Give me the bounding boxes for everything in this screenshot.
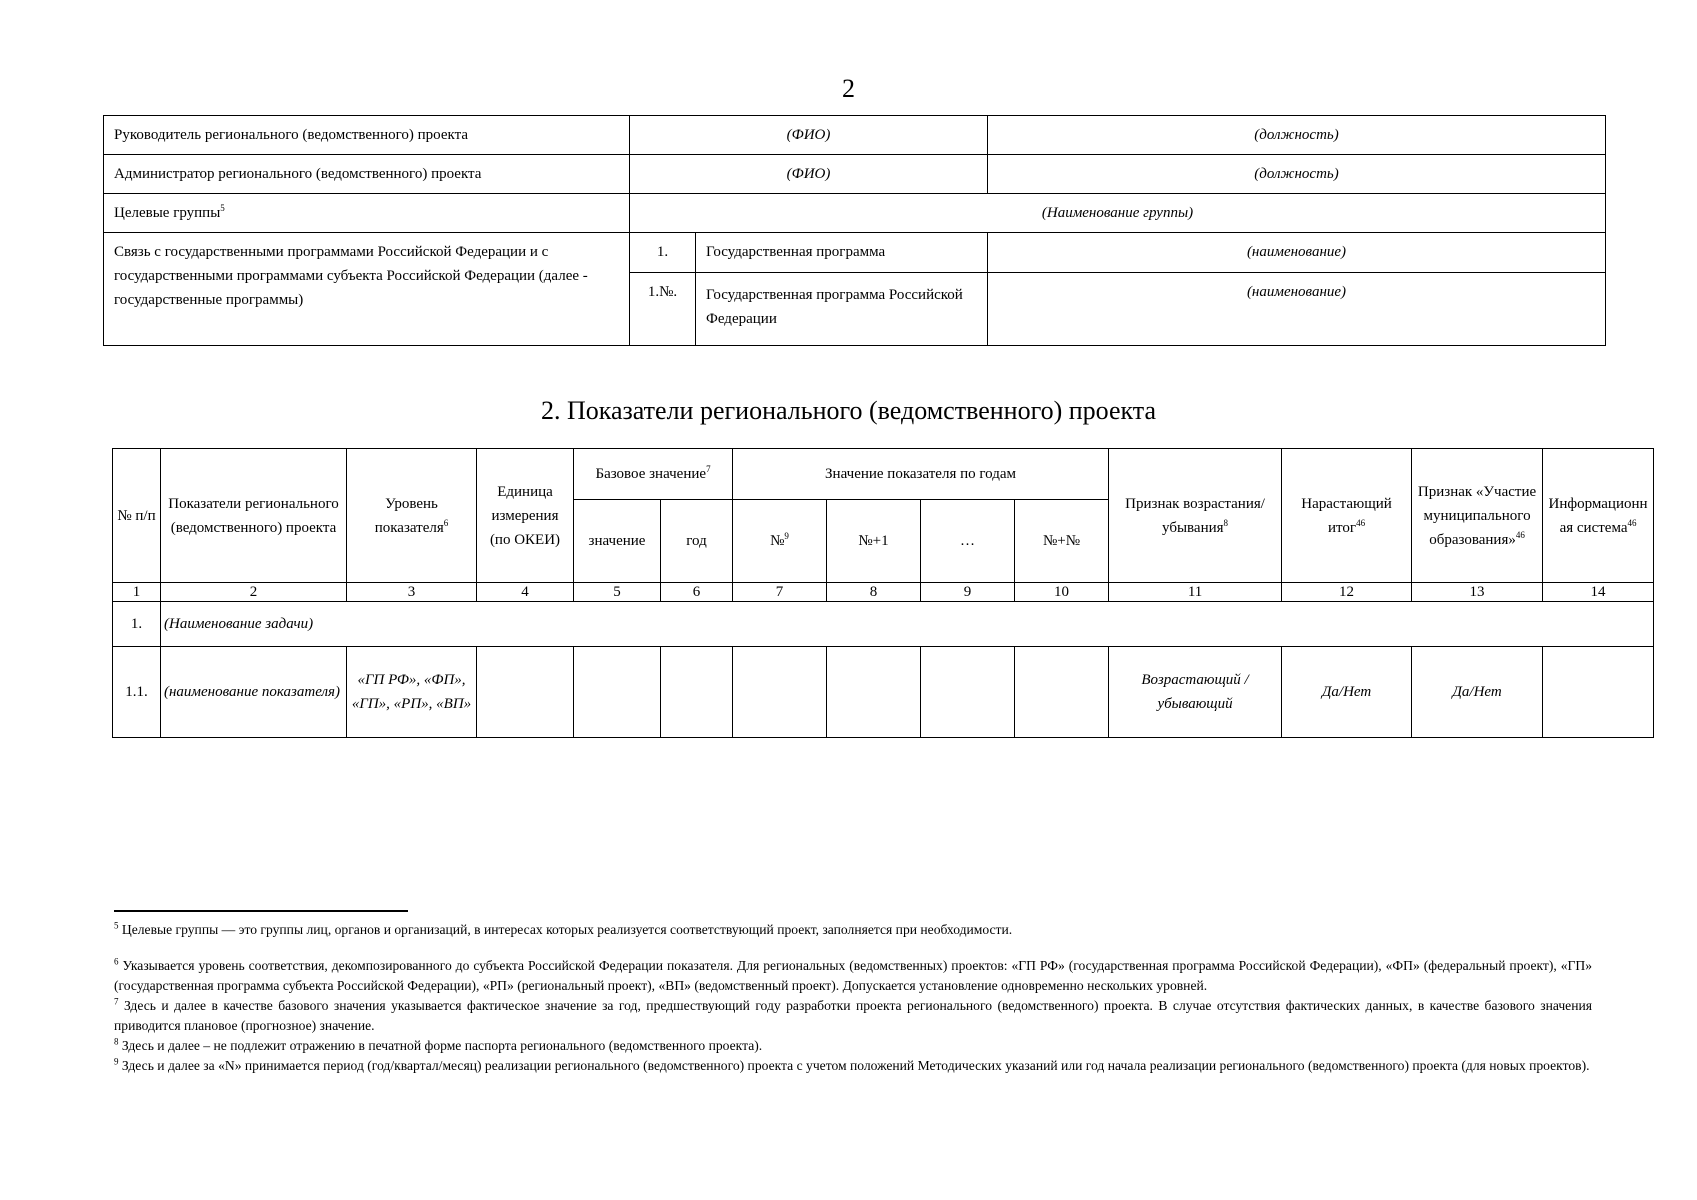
footnote-separator <box>114 910 408 912</box>
program-type: Государственная программа <box>696 233 988 273</box>
program-number: 1. <box>630 233 696 273</box>
task-number: 1. <box>113 602 161 647</box>
col-header-infosystem: Информационная система$^{46}$ <box>1543 449 1654 583</box>
col-header-municipal: Признак «Участие муниципального образования»$^{46}$ <box>1412 449 1543 583</box>
table-row <box>104 233 1606 273</box>
table-row <box>104 194 1606 233</box>
column-number: 4 <box>477 583 574 602</box>
col-header-years: Значение показателя по годам <box>733 449 1109 500</box>
empty-cell <box>733 647 827 738</box>
column-number: 2 <box>161 583 347 602</box>
fio-cell: (ФИО) <box>630 116 988 155</box>
col-header-cumulative: Нарастающий итог$^{46}$ <box>1282 449 1412 583</box>
empty-cell <box>661 647 733 738</box>
col-header-sign: Признак возрастания/убывания$^8$ <box>1109 449 1282 583</box>
column-number: 7 <box>733 583 827 602</box>
footnote-mark: 9 <box>114 1056 119 1067</box>
task-row <box>113 602 1654 647</box>
indicator-number: 1.1. <box>113 647 161 738</box>
target-groups-label: Целевые группы <box>114 205 221 221</box>
footnote-ref: 9 <box>784 531 789 541</box>
col-header-unit: Единица измерения (по ОКЕИ) <box>477 449 574 583</box>
program-name: (наименование) <box>988 233 1606 273</box>
footnote-ref: 46 <box>1627 517 1637 528</box>
col-header-base: Базовое значение$^7$ <box>574 449 733 500</box>
col-header-year-n1: №+1 <box>827 500 921 583</box>
page-number: 2 <box>842 74 855 103</box>
row-label <box>104 194 630 233</box>
row-label: Администратор регионального (ведомственного) проекта <box>104 155 630 194</box>
empty-cell <box>921 647 1015 738</box>
footnote <box>114 956 1592 996</box>
column-number: 5 <box>574 583 661 602</box>
col-header-base-year: год <box>661 500 733 583</box>
empty-cell <box>477 647 574 738</box>
column-number: 14 <box>1543 583 1654 602</box>
footnote-ref: 46 <box>1515 529 1525 540</box>
indicator-cumulative: Да/Нет <box>1282 647 1412 738</box>
indicator-name: (наименование показателя) <box>161 647 347 738</box>
footnote-text: Здесь и далее – не подлежит отражению в печатной форме паспорта регионального (ведомственного проекта). <box>121 1038 763 1053</box>
footnote-ref: 46 <box>1356 517 1366 528</box>
column-number: 10 <box>1015 583 1109 602</box>
column-number: 9 <box>921 583 1015 602</box>
empty-cell <box>827 647 921 738</box>
footnote-ref: 8 <box>1223 517 1229 528</box>
indicators-table <box>112 448 1654 738</box>
footnote-mark: 5 <box>114 920 119 931</box>
column-number: 3 <box>347 583 477 602</box>
footnote-ref: 6 <box>443 517 449 528</box>
col-header-num: № п/п <box>113 449 161 583</box>
program-type: Государственная программа Российской Федерации <box>696 273 988 346</box>
footnote-mark: 8 <box>114 1036 119 1047</box>
empty-cell <box>1015 647 1109 738</box>
column-number: 1 <box>113 583 161 602</box>
program-number: 1.№. <box>630 273 696 346</box>
footnote <box>114 1056 1592 1076</box>
table-row <box>104 116 1606 155</box>
empty-cell <box>574 647 661 738</box>
col-header-year-dots: … <box>921 500 1015 583</box>
col-header-indicators: Показатели регионального (ведомственного) проекта <box>161 449 347 583</box>
footnote-mark: 7 <box>114 996 119 1007</box>
column-numbers-row <box>113 583 1654 602</box>
position-cell: (должность) <box>988 155 1606 194</box>
program-name: (наименование) <box>988 273 1606 346</box>
footnote <box>114 920 1592 940</box>
footnote <box>114 996 1592 1036</box>
col-header-level: Уровень показателя$^6$ <box>347 449 477 583</box>
footnote-text: Здесь и далее в качестве базового значения указывается фактическое значение за год, предшествующий году разработки проекта регионального (ведомственного) проекта. В случае отсутствия фактических данных, в качестве базового значения приводится плановое (прогнозное) значение. <box>114 998 1593 1033</box>
table-row <box>104 155 1606 194</box>
position-cell: (должность) <box>988 116 1606 155</box>
programs-link-label: Связь с государственными программами Российской Федерации и с государственными программами субъекта Российской Федерации (далее - государственные программы) <box>104 233 630 346</box>
col-header-year-nn: №+№ <box>1015 500 1109 583</box>
footnote-mark: 6 <box>114 956 119 967</box>
header-row <box>113 449 1654 500</box>
column-number: 8 <box>827 583 921 602</box>
footnotes <box>114 920 1592 1076</box>
indicator-row <box>113 647 1654 738</box>
footnote <box>114 1036 1592 1056</box>
group-name-cell: (Наименование группы) <box>630 194 1606 233</box>
footnote-text: Здесь и далее за «N» принимается период (год/квартал/месяц) реализации регионального (ведомственного) проекта с учетом положений Методических указаний или год начала реализации регионального (ведомственного) проекта (для новых проектов). <box>121 1058 1590 1073</box>
column-number: 12 <box>1282 583 1412 602</box>
column-number: 13 <box>1412 583 1543 602</box>
indicator-sign: Возрастающий / убывающий <box>1109 647 1282 738</box>
footnote-ref: 5 <box>220 203 225 213</box>
section-title: 2. Показатели регионального (ведомственного) проекта <box>540 396 1157 425</box>
footnote-ref: 7 <box>706 464 711 474</box>
row-label: Руководитель регионального (ведомственного) проекта <box>104 116 630 155</box>
col-header-base-value: значение <box>574 500 661 583</box>
column-number: 11 <box>1109 583 1282 602</box>
column-number: 6 <box>661 583 733 602</box>
task-name: (Наименование задачи) <box>161 602 1654 647</box>
fio-cell: (ФИО) <box>630 155 988 194</box>
empty-cell <box>1543 647 1654 738</box>
footnote-text: Указывается уровень соответствия, декомпозированного до субъекта Российской Федерации показателя. Для региональных (ведомственных) проектов: «ГП РФ» (государственная программа Российской Федерации), «ФП» (федеральный проект), «ГП» (государственная программа субъекта Российской Федерации), «РП» (региональный проект), «ВП» (ведомственный проект). Допускается установление одновременно нескольких уровней. <box>114 958 1592 993</box>
footnote-text: Целевые группы — это группы лиц, органов и организаций, в интересах которых реализуется соответствующий проект, заполняется при необходимости. <box>121 922 1013 937</box>
indicator-municipal: Да/Нет <box>1412 647 1543 738</box>
indicator-level: «ГП РФ», «ФП», «ГП», «РП», «ВП» <box>347 647 477 738</box>
col-header-year-n: №$^9$ <box>733 500 827 583</box>
project-info-table <box>103 115 1606 346</box>
